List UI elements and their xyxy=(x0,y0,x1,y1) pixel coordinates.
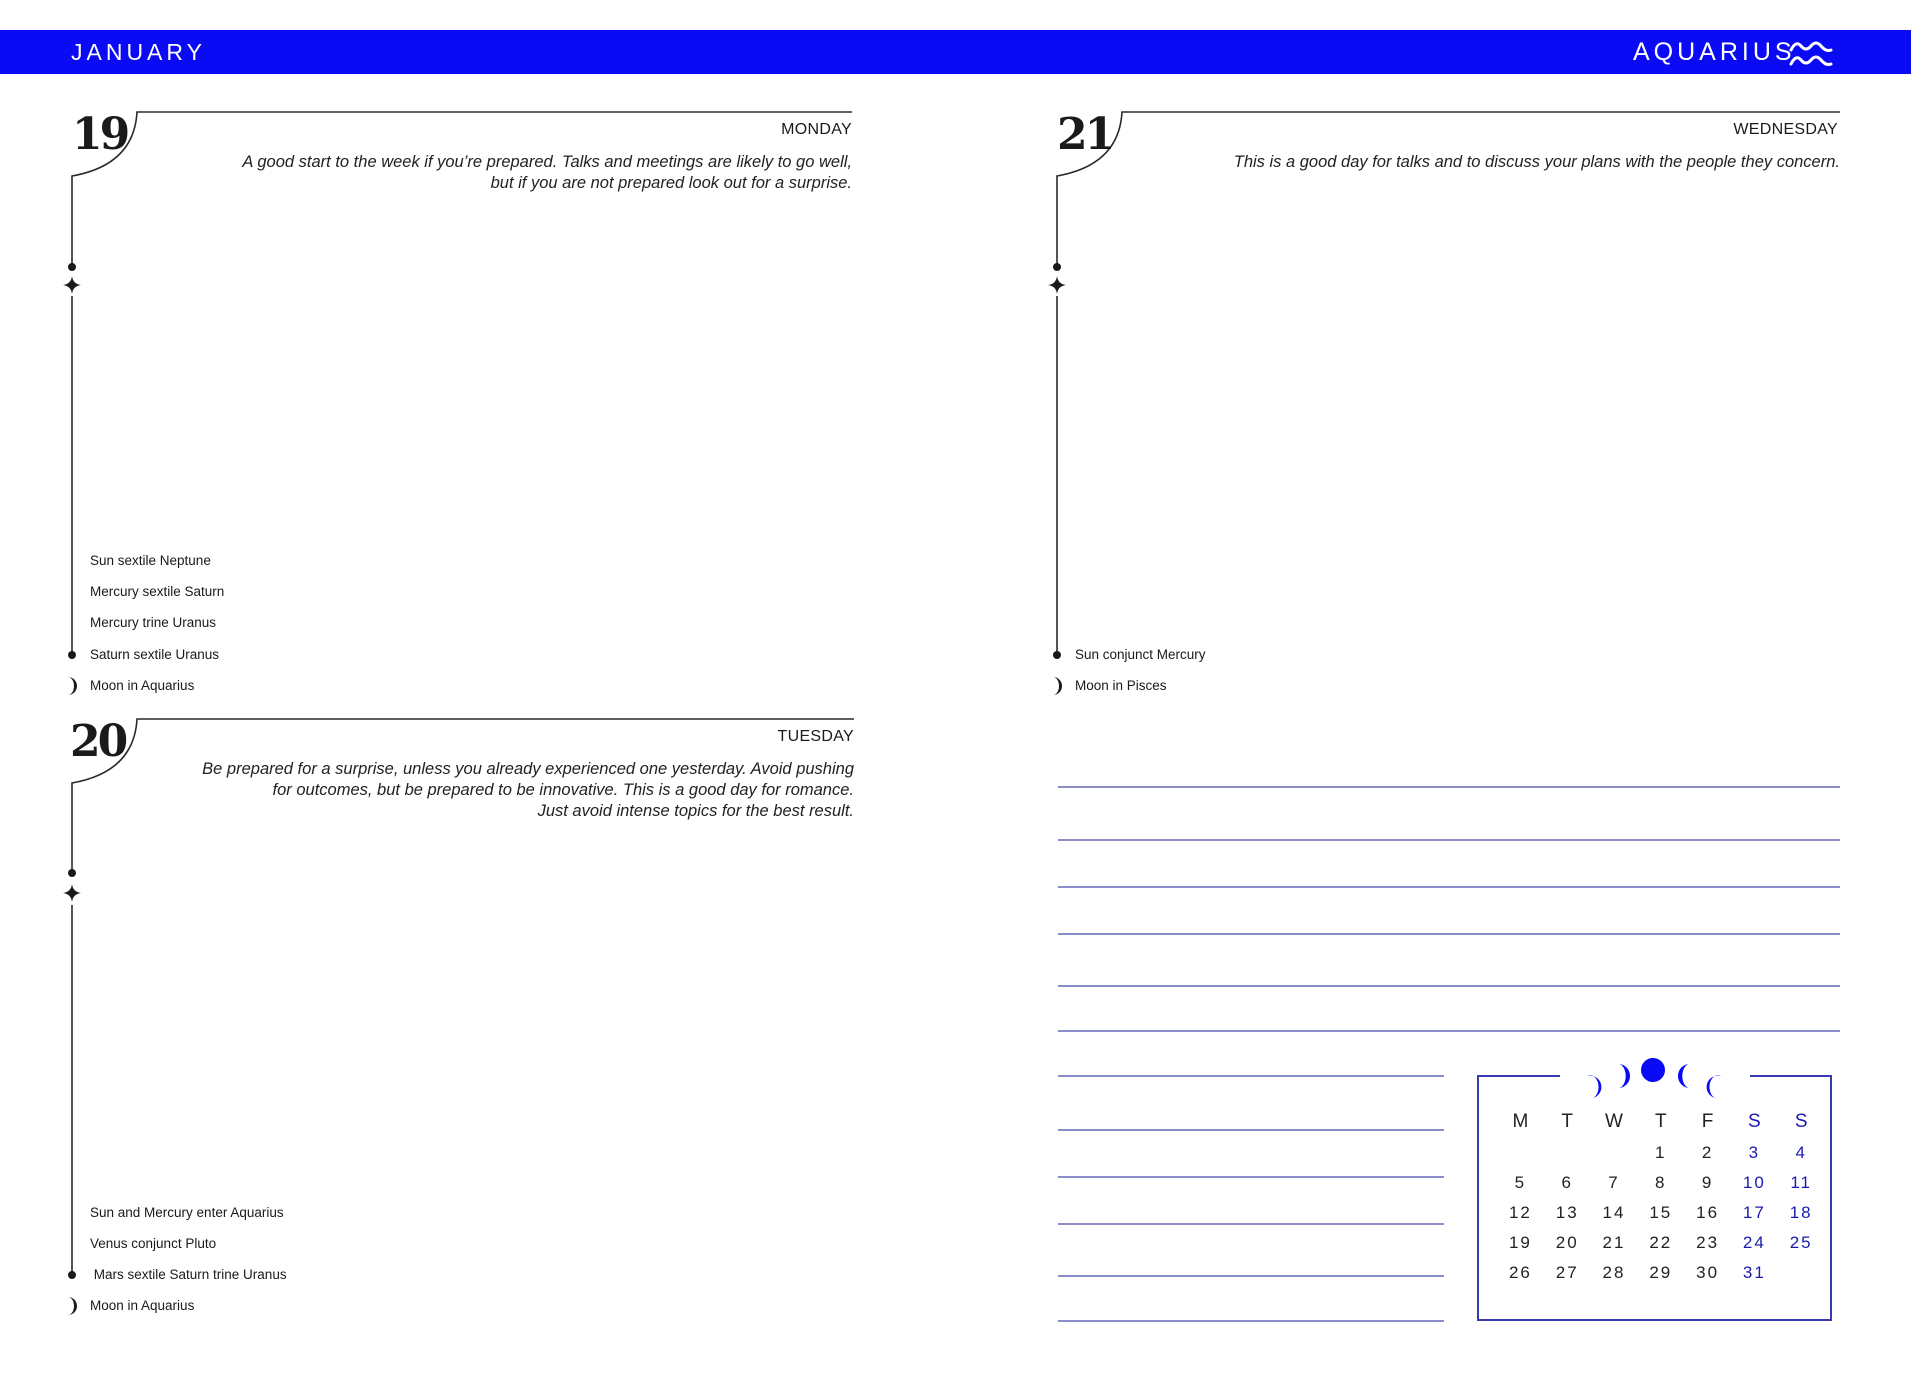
calendar-day: 11 xyxy=(1790,1173,1812,1192)
calendar-weekday-header: W xyxy=(1605,1111,1623,1132)
aspect-item: Mercury trine Uranus xyxy=(90,615,217,630)
calendar-day: 6 xyxy=(1561,1173,1573,1192)
calendar-day: 4 xyxy=(1795,1143,1807,1162)
calendar-weekday-header: S xyxy=(1748,1111,1761,1132)
calendar-day: 7 xyxy=(1608,1173,1620,1192)
note-line[interactable] xyxy=(1058,886,1840,888)
aspect-item: Saturn sextile Uranus xyxy=(90,647,220,662)
moon-sign: Moon in Pisces xyxy=(1075,678,1167,693)
moon-crescent-icon xyxy=(66,1296,80,1316)
calendar-day: 22 xyxy=(1649,1233,1673,1252)
aspect-item: Mercury sextile Saturn xyxy=(90,584,225,599)
calendar-day: 29 xyxy=(1649,1263,1673,1282)
horoscope-text: Be prepared for a surprise, unless you already experienced one yesterday. Avoid pushing for outcomes, but be prepared to be innovative. This is a good day for romance. Just avoid intense topics for the best result. xyxy=(202,760,854,820)
star-icon xyxy=(1048,276,1066,294)
calendar-day: 3 xyxy=(1748,1143,1761,1162)
calendar-day: 8 xyxy=(1655,1173,1667,1192)
horoscope-text: This is a good day for talks and to discuss your plans with the people they concern. xyxy=(1233,153,1840,171)
calendar-day: 5 xyxy=(1514,1173,1527,1192)
calendar-day: 30 xyxy=(1696,1263,1720,1282)
day-number: 19 xyxy=(72,109,128,160)
calendar-day: 10 xyxy=(1742,1173,1766,1192)
horoscope-text: A good start to the week if you’re prepared. Talks and meetings are likely to go well, but if you are not prepared look out for a surprise. xyxy=(242,153,852,192)
calendar-day: 17 xyxy=(1742,1203,1766,1222)
calendar-day xyxy=(1591,1142,1638,1164)
star-icon xyxy=(63,884,81,902)
calendar-day: 28 xyxy=(1602,1263,1626,1282)
weekday-label: WEDNESDAY xyxy=(1733,121,1838,138)
star-icon xyxy=(63,276,81,294)
calendar-day: 31 xyxy=(1742,1263,1766,1282)
calendar-day: 13 xyxy=(1555,1203,1579,1222)
note-line[interactable] xyxy=(1058,1075,1444,1077)
day-number: 21 xyxy=(1057,109,1113,160)
calendar-day xyxy=(1778,1262,1825,1284)
calendar-day: 9 xyxy=(1701,1173,1714,1192)
note-line[interactable] xyxy=(1058,1129,1444,1131)
zodiac-sign-title: AQUARIUS xyxy=(1633,38,1796,66)
aspect-item: Mars sextile Saturn trine Uranus xyxy=(90,1267,287,1282)
calendar-day: 18 xyxy=(1789,1203,1813,1222)
calendar-day: 2 xyxy=(1701,1143,1714,1162)
moon-crescent-icon xyxy=(66,676,80,696)
calendar-day: 19 xyxy=(1508,1233,1532,1252)
calendar-weekday-header: T xyxy=(1561,1111,1573,1132)
calendar-day xyxy=(1544,1142,1591,1164)
note-line[interactable] xyxy=(1058,1176,1444,1178)
moon-sign: Moon in Aquarius xyxy=(90,678,195,693)
aspect-item: Sun conjunct Mercury xyxy=(1075,647,1206,662)
month-title: JANUARY xyxy=(71,39,206,65)
calendar-day: 20 xyxy=(1555,1233,1579,1252)
calendar-day: 16 xyxy=(1696,1203,1720,1222)
moon-sign: Moon in Aquarius xyxy=(90,1298,195,1313)
weekday-label: MONDAY xyxy=(781,121,852,138)
weekday-label: TUESDAY xyxy=(777,728,854,745)
calendar-day: 23 xyxy=(1696,1233,1720,1252)
aspect-item: Sun sextile Neptune xyxy=(90,553,211,568)
calendar-day: 21 xyxy=(1602,1233,1626,1252)
month-header-bar xyxy=(0,30,1911,74)
moon-crescent-icon xyxy=(1051,676,1065,696)
calendar-weekday-header: T xyxy=(1654,1111,1667,1132)
note-line[interactable] xyxy=(1058,985,1840,987)
aspect-item: Sun and Mercury enter Aquarius xyxy=(90,1205,284,1220)
note-line[interactable] xyxy=(1058,786,1840,788)
calendar-day: 27 xyxy=(1555,1263,1579,1282)
note-line[interactable] xyxy=(1058,1030,1840,1032)
calendar-day: 14 xyxy=(1602,1203,1626,1222)
note-line[interactable] xyxy=(1058,933,1840,935)
note-line[interactable] xyxy=(1058,839,1840,841)
aspect-item: Venus conjunct Pluto xyxy=(90,1236,217,1251)
calendar-day: 26 xyxy=(1508,1263,1532,1282)
calendar-day: 12 xyxy=(1508,1203,1532,1222)
calendar-grid xyxy=(1497,1110,1825,1284)
note-line[interactable] xyxy=(1058,1223,1444,1225)
calendar-weekday-header: F xyxy=(1701,1111,1714,1132)
moon-phases-icon xyxy=(1575,1054,1735,1102)
note-line[interactable] xyxy=(1058,1320,1444,1322)
calendar-weekday-header: S xyxy=(1794,1111,1808,1132)
aquarius-glyph-icon xyxy=(1788,36,1834,68)
calendar-day xyxy=(1497,1142,1544,1164)
calendar-day: 15 xyxy=(1649,1203,1673,1222)
calendar-weekday-header: M xyxy=(1512,1111,1529,1132)
note-line[interactable] xyxy=(1058,1275,1444,1277)
calendar-day: 1 xyxy=(1655,1143,1667,1162)
calendar-day: 24 xyxy=(1742,1233,1766,1252)
day-number: 20 xyxy=(70,716,126,767)
calendar-day: 25 xyxy=(1789,1233,1813,1252)
